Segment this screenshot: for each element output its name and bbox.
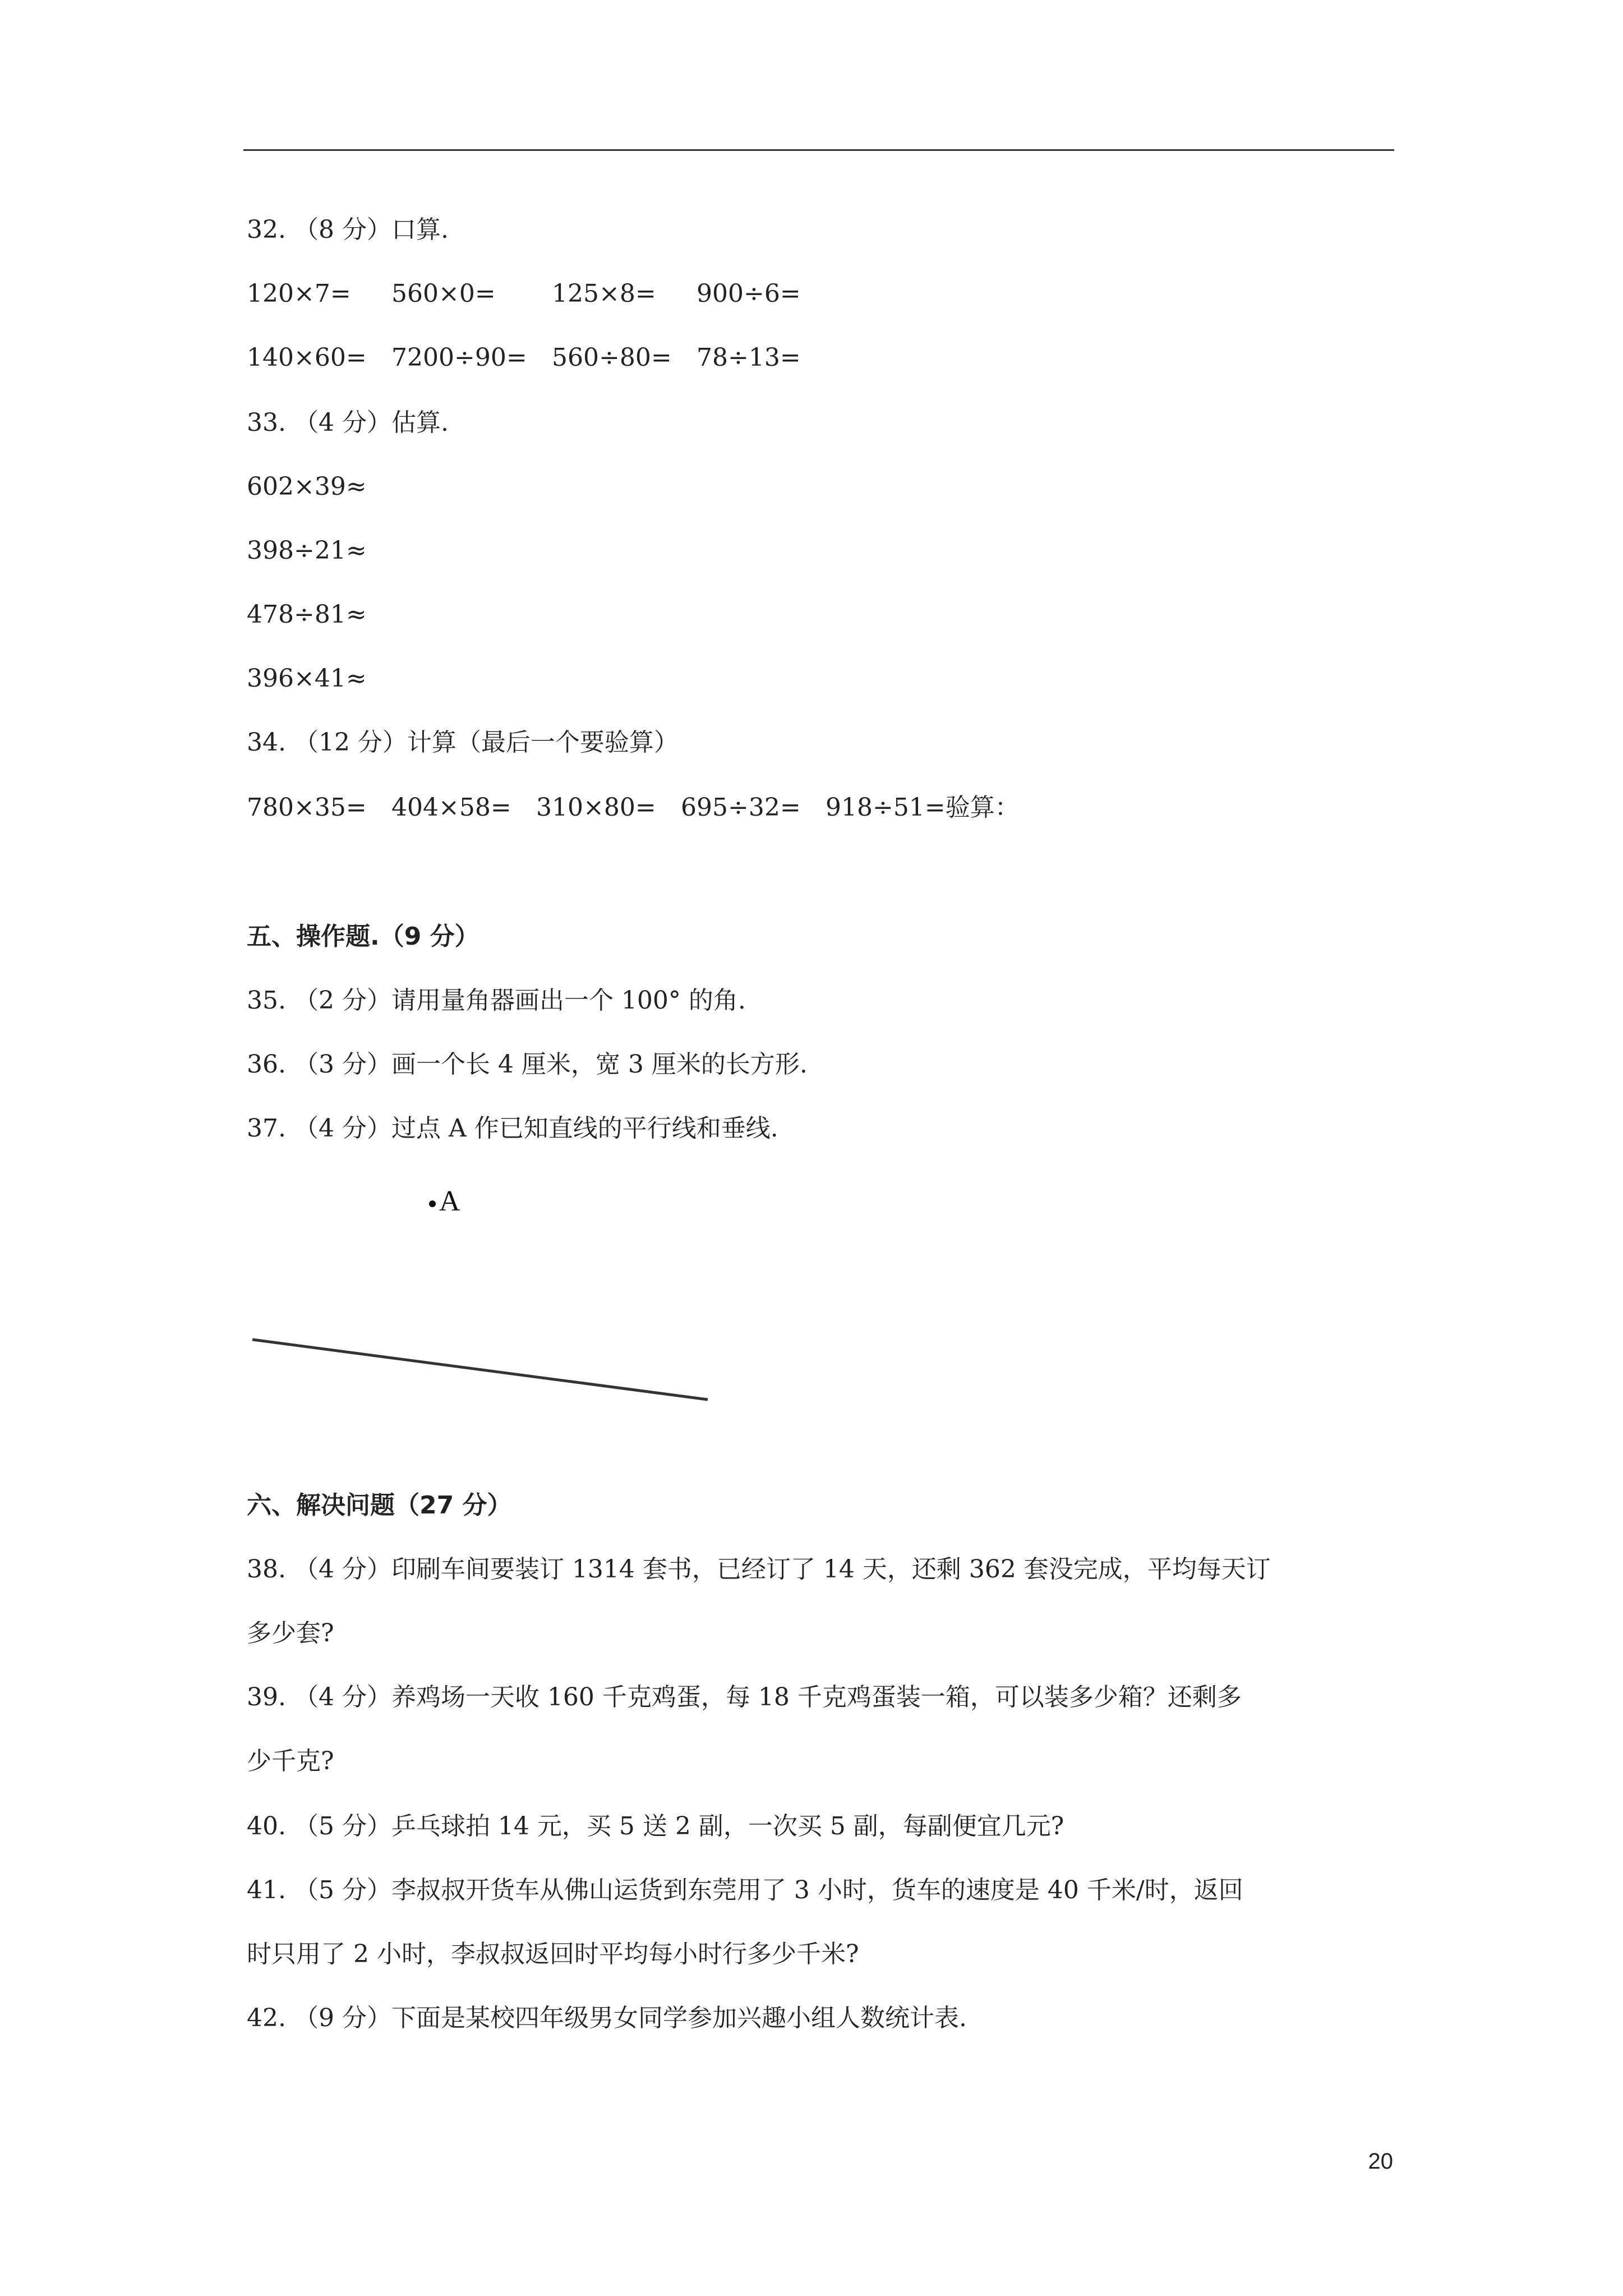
q41-text-cont: 时只用了 2 小时，李叔叔返回时平均每小时行多少千米? [247, 1940, 859, 1968]
q38-text: 38. （4 分）印刷车间要装订 1314 套书，已经订了 14 天，还剩 362 套没完成，平均每天订 [247, 1555, 1271, 1584]
q41-text: 41. （5 分）李叔叔开货车从佛山运货到东莞用了 3 小时，货车的速度是 40 千米/时，返回 [247, 1876, 1243, 1904]
q34-item: 310×80= [536, 793, 656, 822]
header-rule [243, 149, 1394, 151]
q32-title: 32. （8 分）口算. [247, 215, 449, 244]
q42-text: 42. （9 分）下面是某校四年级男女同学参加兴趣小组人数统计表. [247, 2004, 967, 2032]
q34-item: 404×58= [391, 793, 511, 822]
q33-item: 398÷21≈ [247, 536, 367, 565]
q33-item: 396×41≈ [247, 664, 367, 693]
section6-heading: 六、解决问题（27 分） [247, 1491, 512, 1520]
q32-item: 560÷80= [552, 343, 672, 372]
q38-text-cont: 多少套? [247, 1619, 334, 1648]
q32-item: 125×8= [552, 279, 656, 308]
q33-title: 33. （4 分）估算. [247, 408, 449, 437]
q34-item: 918÷51=验算： [826, 793, 1020, 822]
q34-item: 695÷32= [681, 793, 801, 822]
q36-text: 36. （3 分）画一个长 4 厘米，宽 3 厘米的长方形. [247, 1050, 808, 1079]
q39-text-cont: 少千克? [247, 1747, 334, 1775]
q32-item: 7200÷90= [391, 343, 527, 372]
point-a-label: A [439, 1185, 460, 1217]
section5-heading: 五、操作题.（9 分） [247, 922, 479, 951]
given-line [252, 1340, 708, 1400]
q32-item: 560×0= [391, 279, 496, 308]
q33-item: 602×39≈ [247, 472, 367, 501]
page-number: 20 [1368, 2149, 1393, 2174]
q34-item: 780×35= [247, 793, 367, 822]
point-a-dot [429, 1200, 436, 1207]
q32-item: 140×60= [247, 343, 367, 372]
q40-text: 40. （5 分）乒乓球拍 14 元，买 5 送 2 副，一次买 5 副，每副便宜几元? [247, 1812, 1064, 1841]
q34-title: 34. （12 分）计算（最后一个要验算） [247, 728, 679, 757]
q37-diagram [247, 1167, 751, 1425]
q32-item: 78÷13= [697, 343, 801, 372]
q32-item: 120×7= [247, 279, 351, 308]
q37-text: 37. （4 分）过点 A 作已知直线的平行线和垂线. [247, 1114, 778, 1143]
q32-item: 900÷6= [697, 279, 801, 308]
q39-text: 39. （4 分）养鸡场一天收 160 千克鸡蛋，每 18 千克鸡蛋装一箱，可以装多少箱？还剩多 [247, 1683, 1242, 1711]
q35-text: 35. （2 分）请用量角器画出一个 100° 的角. [247, 986, 746, 1015]
q37-figure [247, 1167, 751, 1425]
q33-item: 478÷81≈ [247, 600, 367, 629]
